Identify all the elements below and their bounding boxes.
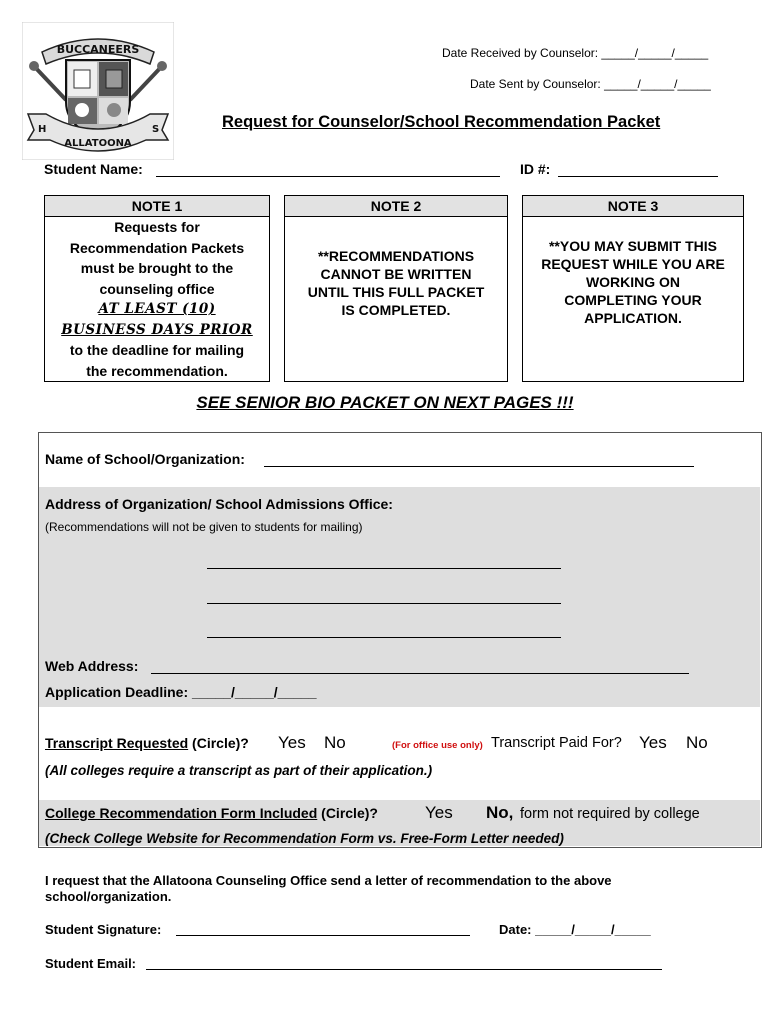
rec-yes-option[interactable]: Yes — [425, 803, 453, 822]
note-2-body — [285, 217, 507, 319]
transcript-no-option[interactable]: No — [324, 733, 346, 752]
note-3-line: **YOU MAY SUBMIT THIS — [548, 238, 718, 254]
note-1-line: the recommendation. — [86, 362, 228, 379]
paid-yes-option[interactable]: Yes — [639, 733, 667, 752]
student-name-label: Student Name: — [44, 161, 143, 177]
senior-bio-banner: SEE SENIOR BIO PACKET ON NEXT PAGES !!! — [196, 393, 574, 412]
rec-not-required-text: form not required by college — [520, 806, 700, 822]
note-1-line: Requests for — [114, 219, 200, 235]
note-1-heading: NOTE 1 — [45, 196, 269, 217]
address-label: Address of Organization/ School Admissions Office: — [45, 496, 393, 512]
note-1-line: must be brought to the — [80, 260, 234, 276]
rec-form-label: College Recommendation Form Included — [45, 805, 318, 821]
note-2-line: UNTIL THIS FULL PACKET — [307, 284, 485, 300]
signature-date-field[interactable]: Date: _____/_____/_____ — [499, 922, 651, 937]
rec-form-circle: (Circle)? — [321, 805, 378, 821]
note-2-box — [284, 195, 508, 382]
logo-left-letter: H — [38, 124, 47, 135]
note-3-line: REQUEST WHILE YOU ARE — [541, 256, 725, 272]
transcript-paid-label: Transcript Paid For? — [491, 735, 622, 751]
note-2-line: **RECOMMENDATIONS — [317, 248, 475, 264]
note-1-line: Recommendation Packets — [69, 239, 245, 256]
note-3-heading: NOTE 3 — [523, 196, 743, 217]
student-id-label: ID #: — [520, 161, 551, 177]
signature-input[interactable] — [176, 935, 470, 936]
note-1-line: counseling office — [99, 280, 215, 297]
logo-top-text: BUCCANEERS — [56, 43, 140, 56]
transcript-row — [45, 735, 249, 751]
web-address-label: Web Address: — [45, 658, 139, 674]
request-statement-line-2: school/organization. — [45, 889, 172, 904]
transcript-circle: (Circle)? — [192, 735, 249, 751]
note-1-emphasis: BUSINESS DAYS PRIOR — [61, 321, 253, 338]
logo-bottom-text: ALLATOONA — [64, 138, 132, 149]
address-line-3-input[interactable] — [207, 637, 561, 638]
address-line-2-input[interactable] — [207, 603, 561, 604]
note-3-line: WORKING ON — [585, 274, 681, 290]
request-statement-line-1: I request that the Allatoona Counseling Office send a letter of recommendation to the above — [45, 873, 612, 888]
note-1-line: to the deadline for mailing — [69, 342, 245, 358]
transcript-yes-option[interactable]: Yes — [278, 733, 306, 752]
paid-no-option[interactable]: No — [686, 733, 708, 752]
date-sent-field[interactable]: Date Sent by Counselor: _____/_____/_____ — [470, 77, 711, 91]
note-2-line: IS COMPLETED. — [341, 302, 451, 318]
buccaneers-crest-icon — [22, 22, 174, 160]
address-note: (Recommendations will not be given to students for mailing) — [45, 520, 363, 534]
signature-label: Student Signature: — [45, 922, 162, 937]
school-name-input[interactable] — [264, 466, 694, 467]
student-id-input[interactable] — [558, 176, 718, 177]
school-logo — [22, 22, 174, 160]
note-3-box — [522, 195, 744, 382]
transcript-label: Transcript Requested — [45, 735, 189, 751]
note-1-body — [45, 217, 269, 381]
page-title: Request for Counselor/School Recommendation Packet — [222, 113, 661, 131]
note-1-emphasis: AT LEAST (10) — [98, 301, 216, 317]
rec-no-option[interactable]: No, — [486, 803, 514, 822]
student-name-input[interactable] — [156, 176, 500, 177]
note-3-line: APPLICATION. — [584, 310, 682, 326]
rec-form-row — [45, 805, 378, 821]
school-name-label: Name of School/Organization: — [45, 451, 245, 467]
web-address-input[interactable] — [151, 673, 689, 674]
logo-right-letter: S — [152, 124, 160, 135]
transcript-note: (All colleges require a transcript as part of their application.) — [45, 763, 433, 778]
note-2-line: CANNOT BE WRITTEN — [320, 266, 472, 282]
note-3-line: COMPLETING YOUR — [564, 292, 702, 308]
application-deadline-field[interactable]: Application Deadline: _____/_____/_____ — [45, 684, 317, 700]
note-2-heading: NOTE 2 — [285, 196, 507, 217]
email-label: Student Email: — [45, 956, 137, 971]
note-1-box — [44, 195, 270, 382]
address-line-1-input[interactable] — [207, 568, 561, 569]
note-3-body — [523, 217, 743, 327]
rec-form-note: (Check College Website for Recommendation Form vs. Free-Form Letter needed) — [45, 831, 564, 846]
office-use-note: (For office use only) — [392, 740, 483, 751]
email-input[interactable] — [146, 969, 662, 970]
date-received-field[interactable]: Date Received by Counselor: _____/_____/_____ — [442, 46, 709, 60]
